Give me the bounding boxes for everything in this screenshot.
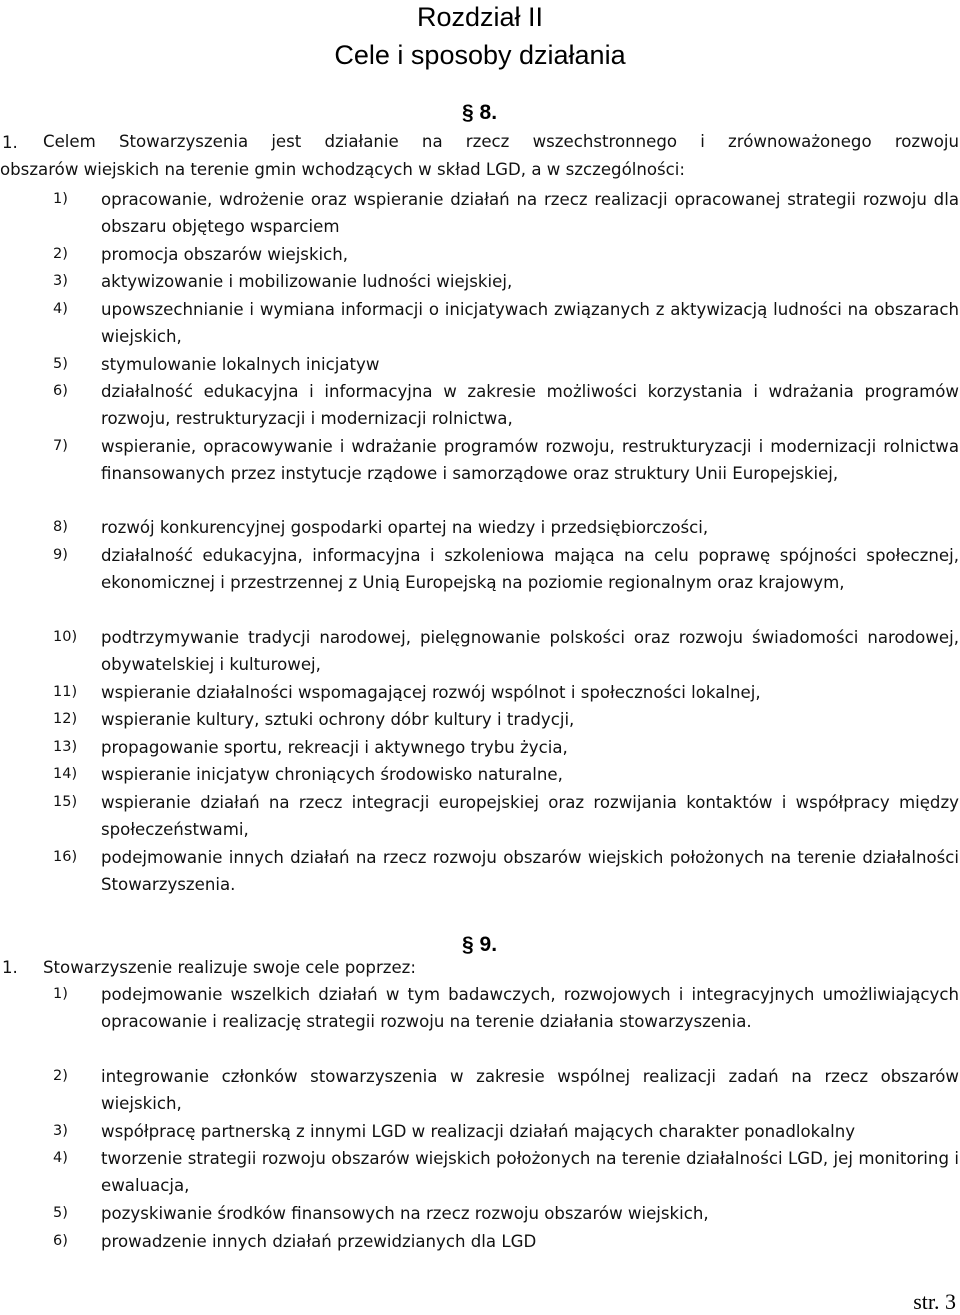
item-text: wspieranie kultury, sztuki ochrony dóbr kultury i tradycji, [101,710,575,729]
item-text: podejmowanie wszelkich działań w tym badawczych, rozwojowych i integracyjnych umożliwiających opracowanie i realizację strategii rozwoju na terenie działania stowarzyszenia. [101,985,959,1032]
item-number: 5) [53,356,68,372]
item-text: współpracę partnerską z innymi LGD w realizacji działań mających charakter ponadlokalny [101,1122,856,1141]
item-number: 1) [53,191,68,207]
item-number: 5) [53,1205,68,1221]
item-number: 9) [53,547,68,563]
item-number: 6) [53,383,68,399]
item-number: 3) [53,273,68,289]
item-text: wspieranie, opracowywanie i wdrażanie programów rozwoju, restrukturyzacji i modernizacji rolnictwa finansowanych przez instytucje rządowe i samorządowe oraz struktury Unii Europejskiej, [101,437,959,484]
item-number: 2) [53,246,68,262]
item-number: 1) [53,986,68,1002]
page-number: str. 3 [913,1289,956,1314]
section-8-heading: § 8. [462,101,498,124]
item-text: działalność edukacyjna i informacyjna w zakresie możliwości korzystania i wdrażania programów rozwoju, restrukturyzacji i modernizacji rolnictwa, [101,382,959,429]
item-text: rozwój konkurencyjnej gospodarki opartej na wiedzy i przedsiębiorczości, [101,518,709,537]
chapter-number: Rozdział II [416,2,544,32]
item-text: aktywizowanie i mobilizowanie ludności wiejskiej, [101,272,513,291]
item-number: 4) [53,301,68,317]
item-number: 14) [53,766,78,782]
item-number: 8) [53,519,68,535]
item-number: 3) [53,1123,68,1139]
item-text: podejmowanie innych działań na rzecz rozwoju obszarów wiejskich położonych na terenie działalności Stowarzyszenia. [101,848,959,895]
item-text: podtrzymywanie tradycji narodowej, pielęgnowanie polskości oraz rozwoju świadomości narodowej, obywatelskiej i kulturowej, [101,628,959,675]
item-text: pozyskiwanie środków finansowych na rzecz rozwoju obszarów wiejskich, [101,1204,709,1223]
item-text: wspieranie działań na rzecz integracji europejskiej oraz rozwijania kontaktów i współpracy między społeczeństwami, [101,793,959,840]
item-text: propagowanie sportu, rekreacji i aktywnego trybu życia, [101,738,568,757]
item-text: działalność edukacyjna, informacyjna i szkoleniowa mająca na celu poprawę spójności społecznej, ekonomicznej i przestrzennej z Unią Europejską na poziomie regionalnym oraz krajowym, [101,546,959,593]
section-8-paragraph-number: 1. [2,133,18,152]
section-8-intro-line2: obszarów wiejskich na terenie gmin wchodzących w skład LGD, a w szczególności: [0,159,685,179]
item-number: 12) [53,711,78,727]
item-text: stymulowanie lokalnych inicjatyw [101,355,380,374]
section-8-intro-line1: Celem Stowarzyszenia jest działanie na rzecz wszechstronnego i zrównoważonego rozwoju [43,132,959,151]
item-number: 16) [53,849,78,865]
item-text: prowadzenie innych działań przewidzianych dla LGD [101,1232,537,1251]
item-text: tworzenie strategii rozwoju obszarów wiejskich położonych na terenie działalności LGD, jej monitoring i ewaluacja, [101,1149,959,1196]
item-number: 15) [53,794,78,810]
item-number: 4) [53,1150,68,1166]
item-number: 2) [53,1068,68,1084]
item-text: promocja obszarów wiejskich, [101,245,349,264]
item-number: 7) [53,438,68,454]
item-text: wspieranie inicjatyw chroniących środowisko naturalne, [101,765,563,784]
section-8-intro [0,128,959,183]
item-text: wspieranie działalności wspomagającej rozwój wspólnot i społeczności lokalnej, [101,683,761,702]
chapter-title: Cele i sposoby działania [334,40,626,70]
section-9-paragraph-number: 1. [2,958,18,977]
item-number: 10) [53,629,78,645]
item-number: 11) [53,684,78,700]
item-text: opracowanie, wdrożenie oraz wspieranie działań na rzecz realizacji opracowanej strategii rozwoju dla obszaru objętego wsparciem [101,190,959,237]
section-9-intro: Stowarzyszenie realizuje swoje cele poprzez: [43,958,416,977]
item-text: upowszechnianie i wymiana informacji o inicjatywach związanych z aktywizacją ludności na obszarach wiejskich, [101,300,959,347]
item-number: 6) [53,1233,68,1249]
item-number: 13) [53,739,78,755]
section-9-heading: § 9. [462,933,498,956]
item-text: integrowanie członków stowarzyszenia w zakresie wspólnej realizacji zadań na rzecz obszarów wiejskich, [101,1067,959,1114]
